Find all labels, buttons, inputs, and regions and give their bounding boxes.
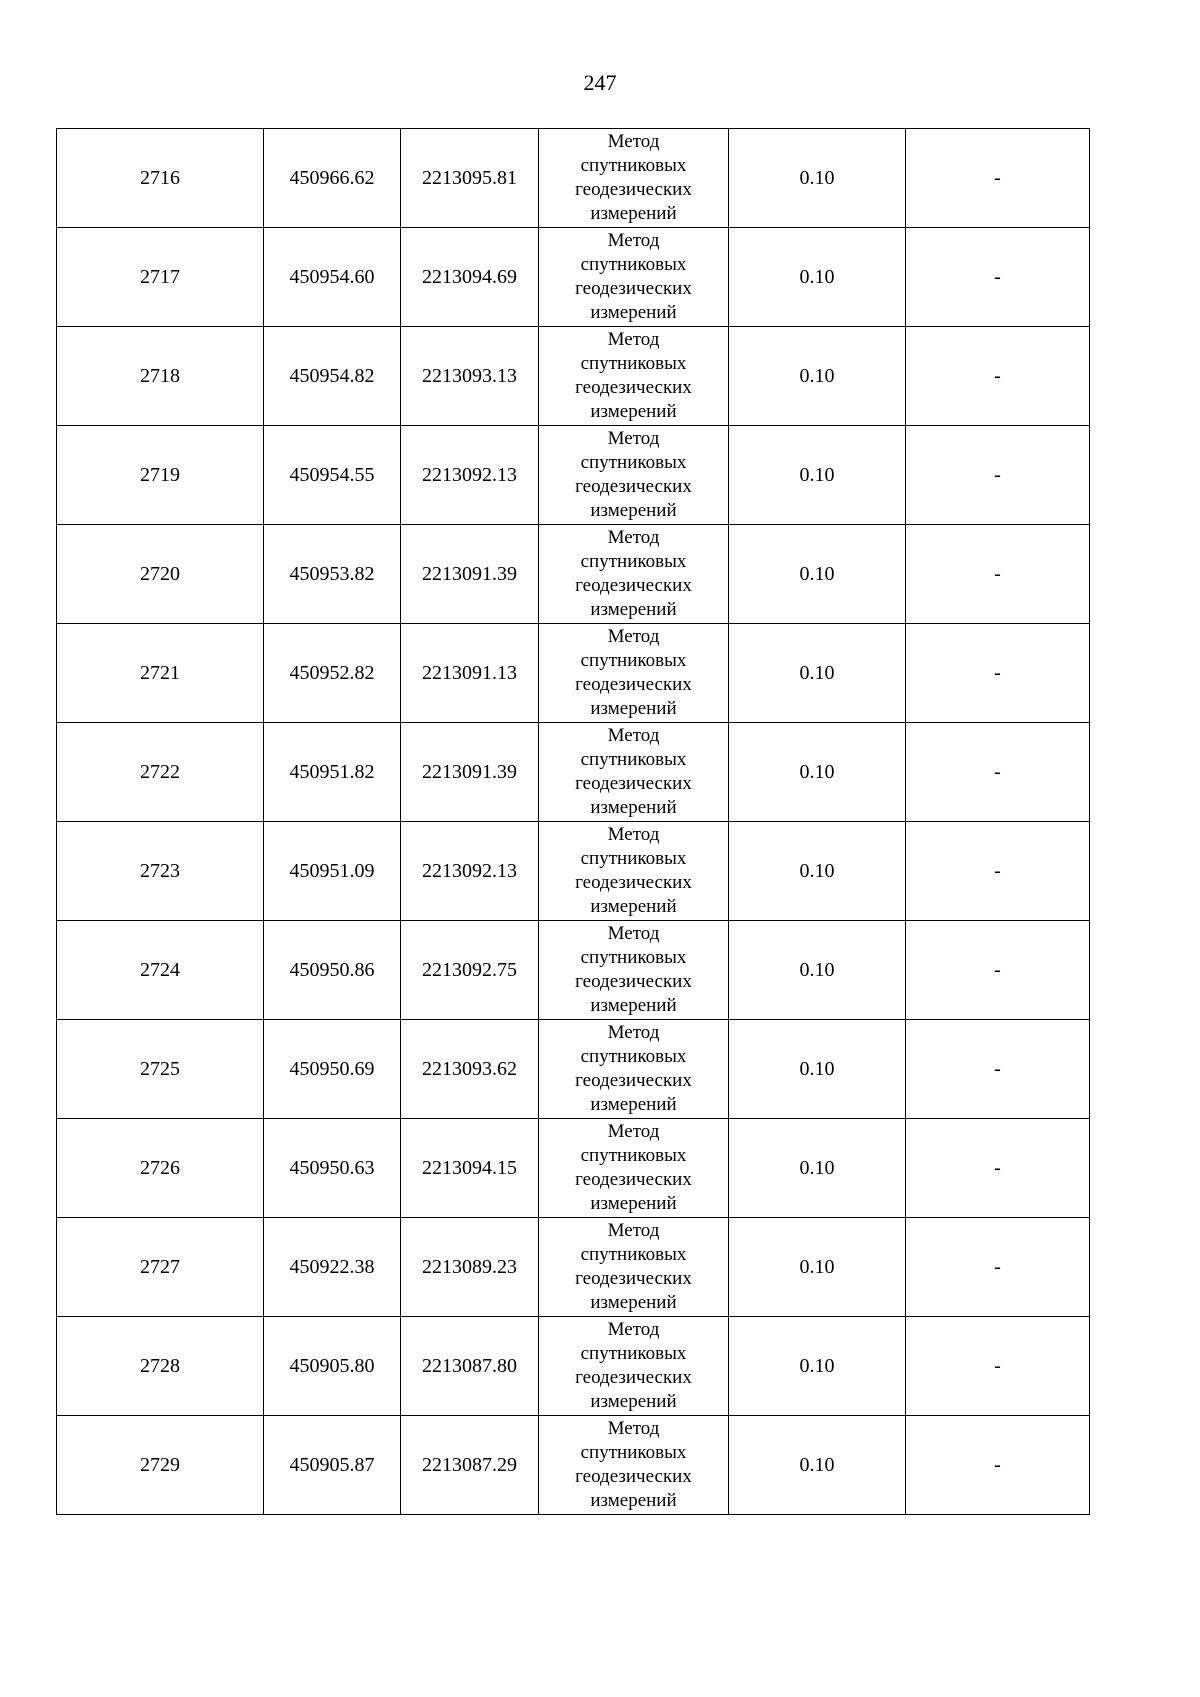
accuracy-cell: 0.10 [729,228,906,327]
method-line: спутниковых [580,1145,687,1166]
method-line: геодезических [575,476,692,497]
method-line: Метод [607,230,660,251]
note-cell: - [906,1020,1090,1119]
method-line: спутниковых [580,353,687,374]
method-cell [539,525,729,624]
method-line: спутниковых [580,1046,687,1067]
method-line: геодезических [575,1070,692,1091]
note-cell: - [906,723,1090,822]
method-cell [539,1317,729,1416]
table-row [57,921,1090,1020]
note-cell: - [906,228,1090,327]
method-cell [539,1020,729,1119]
method-line: геодезических [575,1169,692,1190]
method-line: геодезических [575,1466,692,1487]
accuracy-cell: 0.10 [729,1416,906,1515]
method-line: спутниковых [580,947,687,968]
method-line: геодезических [575,575,692,596]
table-row [57,525,1090,624]
method-line: Метод [607,428,660,449]
accuracy-cell: 0.10 [729,327,906,426]
x-coordinate-cell: 450950.63 [264,1119,401,1218]
method-cell [539,426,729,525]
table-row [57,1119,1090,1218]
note-cell: - [906,426,1090,525]
method-cell [539,1119,729,1218]
method-line: измерений [590,401,677,422]
x-coordinate-cell: 450951.82 [264,723,401,822]
method-line: Метод [607,1220,660,1241]
accuracy-cell: 0.10 [729,129,906,228]
method-line: спутниковых [580,1442,687,1463]
point-number-cell: 2728 [57,1317,264,1416]
method-line: геодезических [575,674,692,695]
method-line: геодезических [575,971,692,992]
method-line: Метод [607,626,660,647]
method-line: Метод [607,131,660,152]
y-coordinate-cell: 2213092.13 [401,426,539,525]
point-number-cell: 2716 [57,129,264,228]
point-number-cell: 2729 [57,1416,264,1515]
method-line: измерений [590,896,677,917]
method-cell [539,822,729,921]
point-number-cell: 2722 [57,723,264,822]
accuracy-cell: 0.10 [729,921,906,1020]
method-line: геодезических [575,179,692,200]
method-line: геодезических [575,1268,692,1289]
method-line: Метод [607,527,660,548]
x-coordinate-cell: 450922.38 [264,1218,401,1317]
x-coordinate-cell: 450951.09 [264,822,401,921]
point-number-cell: 2724 [57,921,264,1020]
method-line: измерений [590,1193,677,1214]
method-line: спутниковых [580,452,687,473]
y-coordinate-cell: 2213095.81 [401,129,539,228]
table-row [57,1218,1090,1317]
x-coordinate-cell: 450950.69 [264,1020,401,1119]
table-row [57,1317,1090,1416]
y-coordinate-cell: 2213091.13 [401,624,539,723]
accuracy-cell: 0.10 [729,1218,906,1317]
point-number-cell: 2720 [57,525,264,624]
accuracy-cell: 0.10 [729,1020,906,1119]
method-line: спутниковых [580,1343,687,1364]
y-coordinate-cell: 2213089.23 [401,1218,539,1317]
method-line: измерений [590,1490,677,1511]
method-line: спутниковых [580,749,687,770]
table-row [57,426,1090,525]
accuracy-cell: 0.10 [729,624,906,723]
method-line: Метод [607,923,660,944]
method-line: спутниковых [580,650,687,671]
note-cell: - [906,1317,1090,1416]
note-cell: - [906,525,1090,624]
x-coordinate-cell: 450952.82 [264,624,401,723]
method-line: геодезических [575,278,692,299]
method-line: измерений [590,995,677,1016]
note-cell: - [906,1119,1090,1218]
method-cell [539,624,729,723]
method-line: измерений [590,1391,677,1412]
method-line: измерений [590,302,677,323]
table-row [57,1416,1090,1515]
accuracy-cell: 0.10 [729,723,906,822]
method-cell [539,921,729,1020]
x-coordinate-cell: 450950.86 [264,921,401,1020]
table-row [57,228,1090,327]
method-cell [539,723,729,822]
y-coordinate-cell: 2213092.13 [401,822,539,921]
method-line: Метод [607,824,660,845]
y-coordinate-cell: 2213091.39 [401,723,539,822]
method-cell [539,228,729,327]
method-line: Метод [607,329,660,350]
point-number-cell: 2719 [57,426,264,525]
accuracy-cell: 0.10 [729,426,906,525]
method-line: спутниковых [580,155,687,176]
method-line: Метод [607,1121,660,1142]
point-number-cell: 2725 [57,1020,264,1119]
method-line: измерений [590,203,677,224]
method-line: измерений [590,797,677,818]
note-cell: - [906,1218,1090,1317]
method-line: измерений [590,698,677,719]
method-line: Метод [607,1319,660,1340]
method-line: спутниковых [580,1244,687,1265]
y-coordinate-cell: 2213093.13 [401,327,539,426]
note-cell: - [906,921,1090,1020]
method-line: измерений [590,599,677,620]
point-number-cell: 2718 [57,327,264,426]
method-line: измерений [590,1094,677,1115]
table-row [57,129,1090,228]
method-line: спутниковых [580,848,687,869]
method-cell [539,1218,729,1317]
note-cell: - [906,1416,1090,1515]
point-number-cell: 2723 [57,822,264,921]
x-coordinate-cell: 450953.82 [264,525,401,624]
x-coordinate-cell: 450966.62 [264,129,401,228]
method-cell [539,327,729,426]
method-line: геодезических [575,872,692,893]
method-line: измерений [590,500,677,521]
table-row [57,327,1090,426]
x-coordinate-cell: 450954.55 [264,426,401,525]
method-line: геодезических [575,773,692,794]
method-line: Метод [607,1418,660,1439]
y-coordinate-cell: 2213092.75 [401,921,539,1020]
accuracy-cell: 0.10 [729,525,906,624]
note-cell: - [906,129,1090,228]
point-number-cell: 2721 [57,624,264,723]
accuracy-cell: 0.10 [729,1119,906,1218]
method-line: Метод [607,1022,660,1043]
table-row [57,822,1090,921]
accuracy-cell: 0.10 [729,822,906,921]
x-coordinate-cell: 450905.87 [264,1416,401,1515]
method-cell [539,129,729,228]
y-coordinate-cell: 2213091.39 [401,525,539,624]
method-line: геодезических [575,377,692,398]
table-row [57,1020,1090,1119]
coordinates-table-body [57,129,1090,1515]
page-number: 247 [583,70,617,95]
x-coordinate-cell: 450954.60 [264,228,401,327]
table-row [57,624,1090,723]
coordinates-table [56,128,1090,1515]
method-line: спутниковых [580,551,687,572]
method-line: измерений [590,1292,677,1313]
point-number-cell: 2717 [57,228,264,327]
method-line: геодезических [575,1367,692,1388]
method-cell [539,1416,729,1515]
point-number-cell: 2726 [57,1119,264,1218]
point-number-cell: 2727 [57,1218,264,1317]
y-coordinate-cell: 2213094.15 [401,1119,539,1218]
method-line: спутниковых [580,254,687,275]
note-cell: - [906,327,1090,426]
x-coordinate-cell: 450905.80 [264,1317,401,1416]
y-coordinate-cell: 2213087.80 [401,1317,539,1416]
method-line: Метод [607,725,660,746]
y-coordinate-cell: 2213087.29 [401,1416,539,1515]
accuracy-cell: 0.10 [729,1317,906,1416]
x-coordinate-cell: 450954.82 [264,327,401,426]
note-cell: - [906,822,1090,921]
table-row [57,723,1090,822]
note-cell: - [906,624,1090,723]
y-coordinate-cell: 2213094.69 [401,228,539,327]
y-coordinate-cell: 2213093.62 [401,1020,539,1119]
